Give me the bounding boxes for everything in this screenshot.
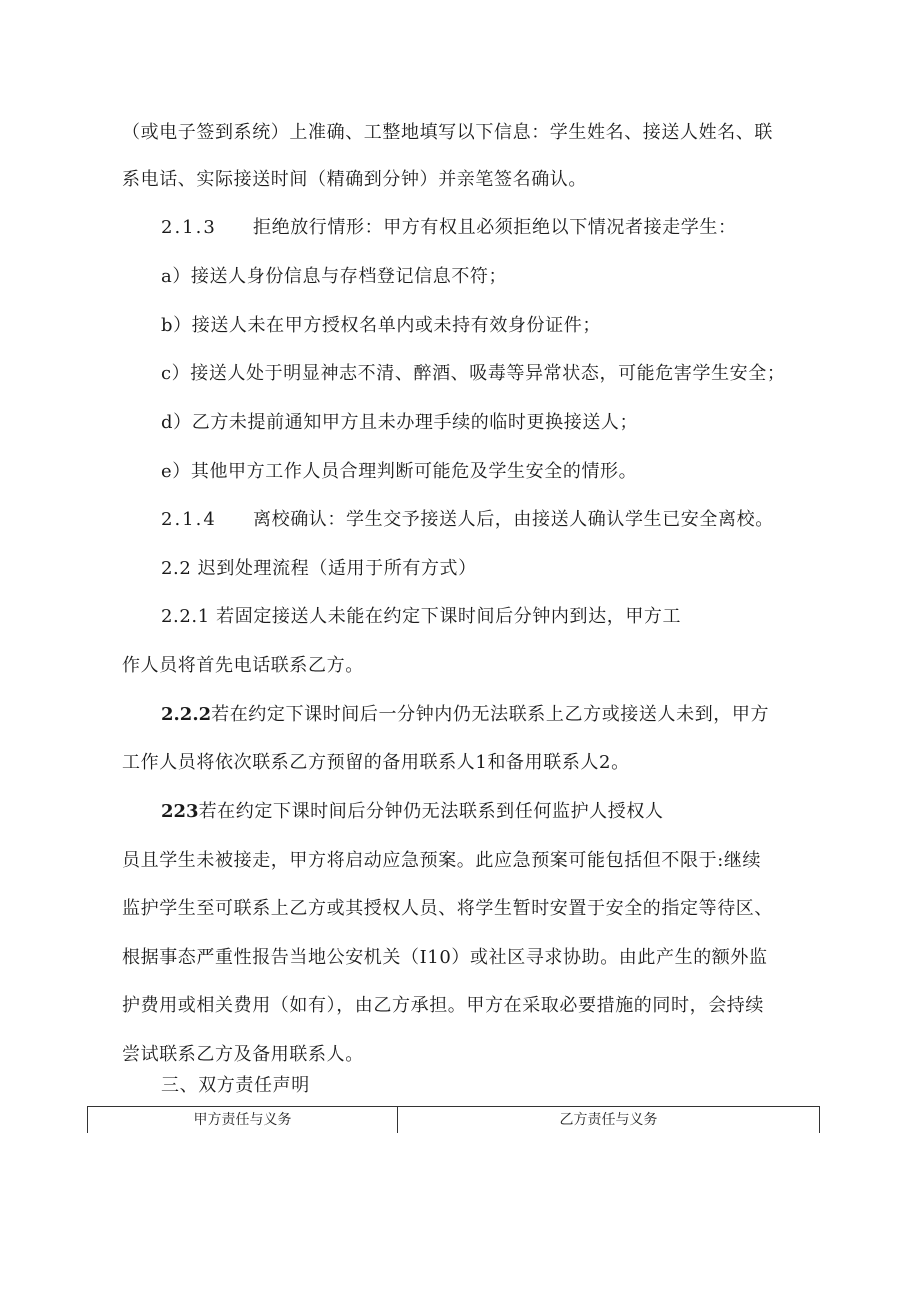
list-item-a: a）接送人身份信息与存档登记信息不符； — [161, 266, 508, 287]
paragraph-line: 2.2.1 若固定接送人未能在约定下课时间后分钟内到达，甲方工 — [161, 606, 682, 627]
section-number: 2.1.4 — [161, 509, 217, 530]
paragraph-line: 护费用或相关费用（如有），由乙方承担。甲方在采取必要措施的同时，会持续 — [122, 995, 764, 1016]
paragraph-line: 监护学生至可联系上乙方或其授权人员、将学生暂时安置于安全的指定等待区、 — [122, 898, 773, 919]
section-text: 若在约定下课时间后分钟仍无法联系到任何监护人授权人 — [198, 801, 664, 822]
section-heading-2-2-3 — [161, 799, 664, 825]
section-heading-2-1-3 — [161, 215, 737, 241]
section-heading-2-2: 2.2 迟到处理流程（适用于所有方式） — [161, 558, 477, 579]
table-header-party-a: 甲方责任与义务 — [88, 1107, 398, 1133]
section-heading-3: 三、双方责任声明 — [161, 1075, 310, 1096]
table-header-party-b: 乙方责任与义务 — [559, 1112, 658, 1128]
section-text: 拒绝放行情形：甲方有权且必须拒绝以下情况者接走学生： — [253, 217, 737, 238]
list-item-b: b）接送人未在甲方授权名单内或未持有效身份证件； — [161, 315, 601, 336]
paragraph-line: （或电子签到系统）上准确、工整地填写以下信息：学生姓名、接送人姓名、联 — [122, 122, 773, 143]
paragraph-line: 作人员将首先电话联系乙方。 — [122, 655, 364, 676]
section-heading-2-1-4 — [161, 507, 774, 533]
section-text: 离校确认：学生交予接送人后，由接送人确认学生已安全离校。 — [253, 509, 774, 530]
paragraph-line: 根据事态严重性报告当地公安机关（I10）或社区寻求协助。由此产生的额外监 — [122, 947, 768, 968]
paragraph-line: 系电话、实际接送时间（精确到分钟）并亲笔签名确认。 — [122, 169, 587, 190]
paragraph-line: 工作人员将依次联系乙方预留的备用联系人1和备用联系人2。 — [122, 752, 630, 773]
list-item-e: e）其他甲方工作人员合理判断可能危及学生安全的情形。 — [161, 461, 638, 482]
section-heading-2-2-2 — [161, 702, 769, 728]
section-number: 2.2.2 — [161, 704, 212, 725]
responsibility-table — [87, 1106, 820, 1133]
section-text: 若在约定下课时间后一分钟内仍无法联系上乙方或接送人未到，甲方 — [211, 704, 770, 725]
paragraph-line: 员且学生未被接走，甲方将启动应急预案。此应急预案可能包括但不限于:继续 — [122, 850, 762, 871]
section-number: 223 — [161, 801, 199, 822]
list-item-c: c）接送人处于明显神志不清、醉酒、吸毒等异常状态，可能危害学生安全； — [161, 363, 786, 384]
section-number: 2.1.3 — [161, 217, 217, 238]
list-item-d: d）乙方未提前通知甲方且未办理手续的临时更换接送人； — [161, 412, 639, 433]
paragraph-line: 尝试联系乙方及备用联系人。 — [122, 1044, 364, 1065]
